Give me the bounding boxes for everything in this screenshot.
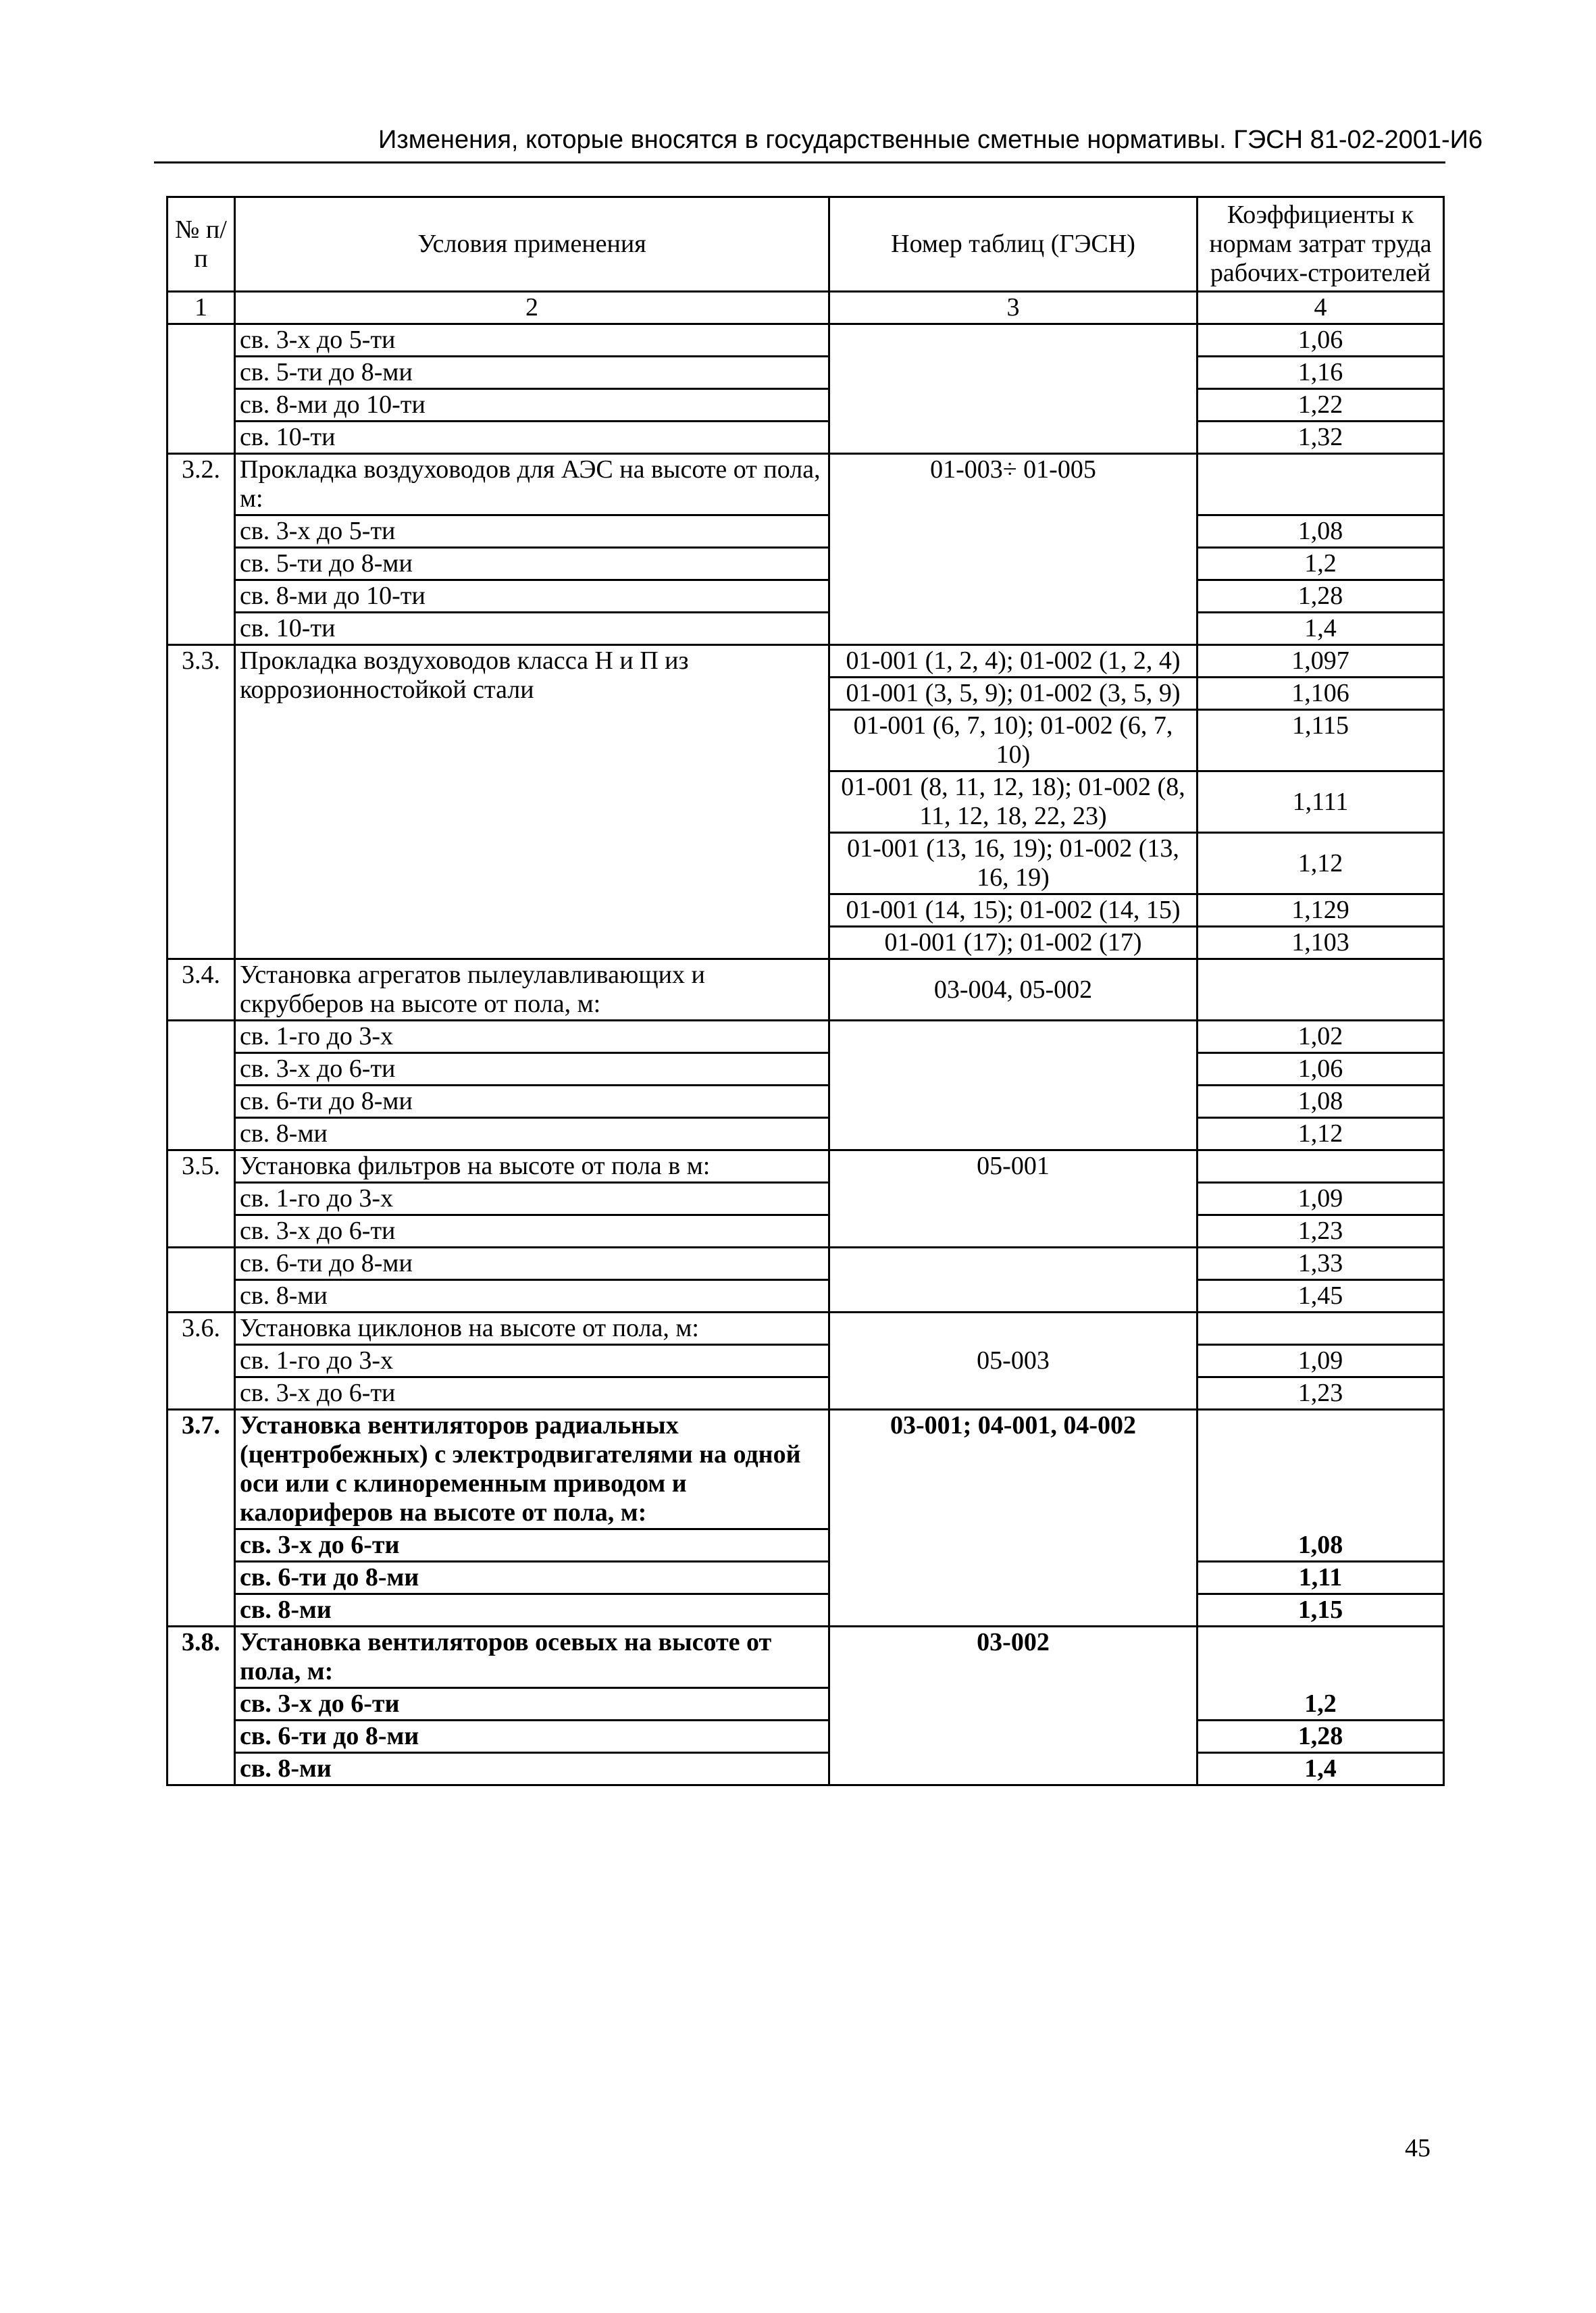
row-coefficient: 1,11 <box>1198 1562 1444 1594</box>
row-condition: св. 3-х до 6-ти <box>235 1377 829 1410</box>
row-coefficient: 1,23 <box>1198 1215 1444 1248</box>
row-condition: Прокладка воздуховодов для АЭС на высоте от пола, м: <box>235 454 829 515</box>
row-condition: св. 8-ми <box>235 1594 829 1627</box>
row-table-ref: 01-001 (17); 01-002 (17) <box>829 927 1198 959</box>
row-condition: св. 8-ми до 10-ти <box>235 389 829 422</box>
row-number: 3.6. <box>168 1313 235 1410</box>
row-number: 3.2. <box>168 454 235 645</box>
row-coefficient: 1,09 <box>1198 1345 1444 1377</box>
table-row <box>168 454 1444 515</box>
row-coefficient: 1,08 <box>1198 515 1444 548</box>
row-condition: св. 6-ти до 8-ми <box>235 1086 829 1118</box>
row-condition: св. 3-х до 5-ти <box>235 324 829 357</box>
row-table-ref: 05-001 <box>829 1150 1198 1248</box>
table-row <box>168 1215 1444 1248</box>
row-number: 3.4. <box>168 959 235 1021</box>
table-row <box>168 580 1444 613</box>
row-coefficient: 1,22 <box>1198 389 1444 422</box>
row-number <box>168 1021 235 1150</box>
row-condition: св. 1-го до 3-х <box>235 1345 829 1377</box>
row-condition: св. 10-ти <box>235 613 829 645</box>
row-coefficient: 1,129 <box>1198 894 1444 927</box>
column-header-number: № п/п <box>168 197 235 292</box>
row-coefficient: 1,45 <box>1198 1280 1444 1313</box>
row-coefficient: 1,111 <box>1198 771 1444 833</box>
column-header-table-number: Номер таблиц (ГЭСН) <box>829 197 1198 292</box>
column-number: 4 <box>1198 292 1444 324</box>
table-row <box>168 422 1444 454</box>
table-row <box>168 548 1444 580</box>
row-coefficient: 1,106 <box>1198 678 1444 710</box>
table-header-row <box>168 197 1444 292</box>
table-row <box>168 324 1444 357</box>
running-header: Изменения, которые вносятся в государственные сметные нормативы. ГЭСН 81-02-2001-И6 <box>378 126 1483 154</box>
table-row <box>168 1118 1444 1150</box>
row-coefficient: 1,2 <box>1198 1627 1444 1721</box>
row-coefficient: 1,103 <box>1198 927 1444 959</box>
row-condition: св. 8-ми до 10-ти <box>235 580 829 613</box>
row-table-ref: 01-001 (1, 2, 4); 01-002 (1, 2, 4) <box>829 645 1198 678</box>
row-condition: Установка циклонов на высоте от пола, м: <box>235 1313 829 1345</box>
table-row <box>168 1410 1444 1529</box>
table-row <box>168 389 1444 422</box>
row-coefficient: 1,2 <box>1198 548 1444 580</box>
row-coefficient <box>1198 959 1444 1021</box>
row-coefficient: 1,28 <box>1198 1721 1444 1753</box>
table-row <box>168 1021 1444 1053</box>
row-number: 3.8. <box>168 1627 235 1785</box>
row-condition: св. 8-ми <box>235 1280 829 1313</box>
row-coefficient: 1,08 <box>1198 1086 1444 1118</box>
row-coefficient: 1,06 <box>1198 324 1444 357</box>
table-row <box>168 1280 1444 1313</box>
row-coefficient: 1,08 <box>1198 1410 1444 1562</box>
table-row <box>168 1627 1444 1688</box>
row-coefficient: 1,33 <box>1198 1248 1444 1280</box>
row-table-ref <box>829 1021 1198 1150</box>
page-number: 45 <box>1405 2134 1431 2162</box>
table-row <box>168 1345 1444 1377</box>
row-number: 3.5. <box>168 1150 235 1248</box>
row-condition: св. 8-ми <box>235 1118 829 1150</box>
column-number-row <box>168 292 1444 324</box>
row-coefficient: 1,4 <box>1198 613 1444 645</box>
row-coefficient: 1,115 <box>1198 710 1444 771</box>
row-condition: Прокладка воздуховодов класса Н и П из коррозионностойкой стали <box>235 645 829 959</box>
coefficients-table <box>166 196 1445 1786</box>
row-condition: св. 8-ми <box>235 1753 829 1785</box>
row-number: 3.3. <box>168 645 235 959</box>
table-row <box>168 645 1444 678</box>
column-number: 3 <box>829 292 1198 324</box>
row-condition: св. 6-ти до 8-ми <box>235 1562 829 1594</box>
row-table-ref: 01-001 (8, 11, 12, 18); 01-002 (8, 11, 12, 18, 22, 23) <box>829 771 1198 833</box>
column-number: 2 <box>235 292 829 324</box>
header-rule <box>154 161 1445 163</box>
row-condition: св. 1-го до 3-х <box>235 1021 829 1053</box>
row-condition: св. 10-ти <box>235 422 829 454</box>
row-condition: Установка вентиляторов осевых на высоте от пола, м: <box>235 1627 829 1688</box>
row-table-ref: 01-001 (3, 5, 9); 01-002 (3, 5, 9) <box>829 678 1198 710</box>
row-coefficient: 1,15 <box>1198 1594 1444 1627</box>
row-table-ref: 03-004, 05-002 <box>829 959 1198 1021</box>
row-coefficient <box>1198 1150 1444 1183</box>
row-coefficient <box>1198 454 1444 515</box>
row-coefficient: 1,28 <box>1198 580 1444 613</box>
row-condition: св. 3-х до 6-ти <box>235 1529 829 1562</box>
row-table-ref <box>829 324 1198 454</box>
row-condition: св. 5-ти до 8-ми <box>235 548 829 580</box>
row-table-ref: 03-001; 04-001, 04-002 <box>829 1410 1198 1627</box>
row-condition: св. 3-х до 6-ти <box>235 1688 829 1721</box>
row-condition: св. 3-х до 6-ти <box>235 1215 829 1248</box>
table-row <box>168 1183 1444 1215</box>
table-row <box>168 1053 1444 1086</box>
table-row <box>168 1721 1444 1753</box>
row-coefficient: 1,06 <box>1198 1053 1444 1086</box>
row-table-ref: 01-001 (13, 16, 19); 01-002 (13, 16, 19) <box>829 833 1198 894</box>
column-header-conditions: Условия применения <box>235 197 829 292</box>
row-coefficient <box>1198 1313 1444 1345</box>
table-row <box>168 357 1444 389</box>
row-condition: св. 1-го до 3-х <box>235 1183 829 1215</box>
row-table-ref: 03-002 <box>829 1627 1198 1785</box>
row-coefficient: 1,097 <box>1198 645 1444 678</box>
row-coefficient: 1,12 <box>1198 1118 1444 1150</box>
table-row <box>168 959 1444 1021</box>
row-table-ref: 05-003 <box>829 1313 1198 1410</box>
row-condition: Установка агрегатов пылеулавливающих и скрубберов на высоте от пола, м: <box>235 959 829 1021</box>
table-row <box>168 1248 1444 1280</box>
row-table-ref <box>829 1248 1198 1313</box>
table-row <box>168 1377 1444 1410</box>
row-number <box>168 324 235 454</box>
table-row <box>168 1313 1444 1345</box>
row-coefficient: 1,4 <box>1198 1753 1444 1785</box>
row-coefficient: 1,23 <box>1198 1377 1444 1410</box>
row-coefficient: 1,12 <box>1198 833 1444 894</box>
table-row <box>168 1150 1444 1183</box>
row-condition: Установка вентиляторов радиальных (центробежных) с электродвигателями на одной оси или с клиноременным приводом и калориферов на высоте от пола, м: <box>235 1410 829 1529</box>
row-condition: св. 5-ти до 8-ми <box>235 357 829 389</box>
row-coefficient: 1,09 <box>1198 1183 1444 1215</box>
row-condition: Установка фильтров на высоте от пола в м: <box>235 1150 829 1183</box>
table-row <box>168 1562 1444 1594</box>
table-row <box>168 1753 1444 1785</box>
row-coefficient: 1,16 <box>1198 357 1444 389</box>
table-row <box>168 1594 1444 1627</box>
row-condition: св. 6-ти до 8-ми <box>235 1248 829 1280</box>
row-condition: св. 6-ти до 8-ми <box>235 1721 829 1753</box>
row-number: 3.7. <box>168 1410 235 1627</box>
table-row <box>168 613 1444 645</box>
row-table-ref: 01-001 (6, 7, 10); 01-002 (6, 7, 10) <box>829 710 1198 771</box>
row-table-ref: 01-001 (14, 15); 01-002 (14, 15) <box>829 894 1198 927</box>
row-coefficient: 1,32 <box>1198 422 1444 454</box>
table-row <box>168 1086 1444 1118</box>
row-number <box>168 1248 235 1313</box>
row-coefficient: 1,02 <box>1198 1021 1444 1053</box>
row-condition: св. 3-х до 6-ти <box>235 1053 829 1086</box>
column-header-coefficients: Коэффициенты к нормам затрат труда рабочих-строителей <box>1198 197 1444 292</box>
table-row <box>168 515 1444 548</box>
coefficients-table-container <box>166 196 1443 1786</box>
row-condition: св. 3-х до 5-ти <box>235 515 829 548</box>
row-table-ref: 01-003÷ 01-005 <box>829 454 1198 645</box>
column-number: 1 <box>168 292 235 324</box>
